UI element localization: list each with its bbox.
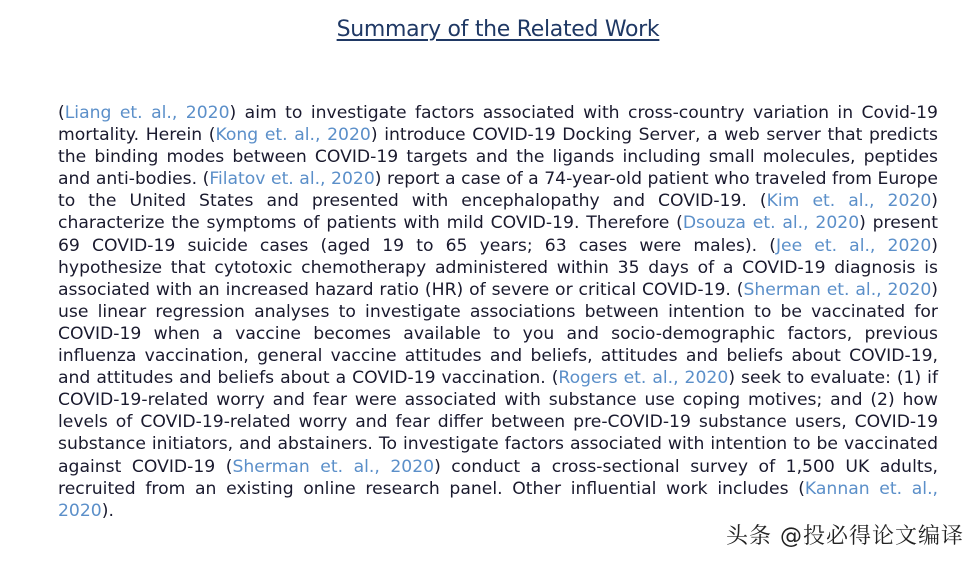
watermark: 头条 @投必得论文编译 [726, 524, 964, 549]
paragraph-text: ) aim to investigate factors associated with cross-country variation in Covid-19 mortality. Herein ( [58, 103, 938, 146]
citation-link[interactable]: Jee et. al., 2020 [775, 235, 932, 256]
citation-link[interactable]: Sherman et. al., 2020 [743, 279, 932, 300]
paragraph-text: ) introduce COVID-19 Docking Server, a web server that predicts the binding modes between COVID-19 targets and the ligands including small molecules, peptides and anti-bodies. ( [58, 125, 938, 190]
paragraph-text: ) present 69 COVID-19 suicide cases (aged 19 to 65 years; 63 cases were males). ( [58, 213, 938, 256]
citation-link[interactable]: Kannan et. al., 2020 [58, 478, 938, 521]
citation-link[interactable]: Liang et. al., 2020 [64, 103, 230, 123]
citation-link[interactable]: Filatov et. al., 2020 [209, 169, 375, 190]
paragraph-text: ( [58, 103, 65, 123]
paragraph-text: ) characterize the symptoms of patients with mild COVID-19. Therefore ( [58, 191, 938, 234]
citation-link[interactable]: Dsouza et. al., 2020 [682, 213, 860, 234]
paragraph-text: ) use linear regression analyses to investigate associations between intention to be vaccinated for COVID-19 when a vaccine becomes available to you and socio-demographic factors, previous influenza vaccination, general vaccine attitudes and beliefs, attitudes and beliefs about COVID-19, and attitudes and beliefs about a COVID-19 vaccination. ( [58, 279, 938, 389]
citation-link[interactable]: Rogers et. al., 2020 [558, 368, 729, 389]
page-title: Summary of the Related Work [336, 17, 660, 42]
related-work-paragraph [58, 102, 938, 522]
paragraph-text: ). [101, 500, 114, 521]
paragraph-text: ) seek to evaluate: (1) if COVID-19-related worry and fear were associated with substance use coping motives; and (2) how levels of COVID-19-related worry and fear differ between pre-COVID-19 substance users, COVID-19 substance initiators, and abstainers. To investigate factors associated with intention to be vaccinated against COVID-19 ( [58, 368, 939, 477]
citation-link[interactable]: Kong et. al., 2020 [215, 125, 371, 146]
paragraph-text: ) hypothesize that cytotoxic chemotherapy administered within 35 days of a COVID-19 diagnosis is associated with an increased hazard ratio (HR) of severe or critical COVID-19. ( [58, 235, 938, 300]
paragraph-text: ) conduct a cross-sectional survey of 1,500 UK adults, recruited from an existing online research panel. Other influential work includes ( [58, 456, 939, 499]
paragraph-text: ) report a case of a 74-year-old patient who traveled from Europe to the United States and presented with encephalopathy and COVID-19. ( [58, 169, 938, 212]
citation-link[interactable]: Kim et. al., 2020 [766, 191, 932, 212]
citation-link[interactable]: Sherman et. al., 2020 [232, 456, 435, 477]
